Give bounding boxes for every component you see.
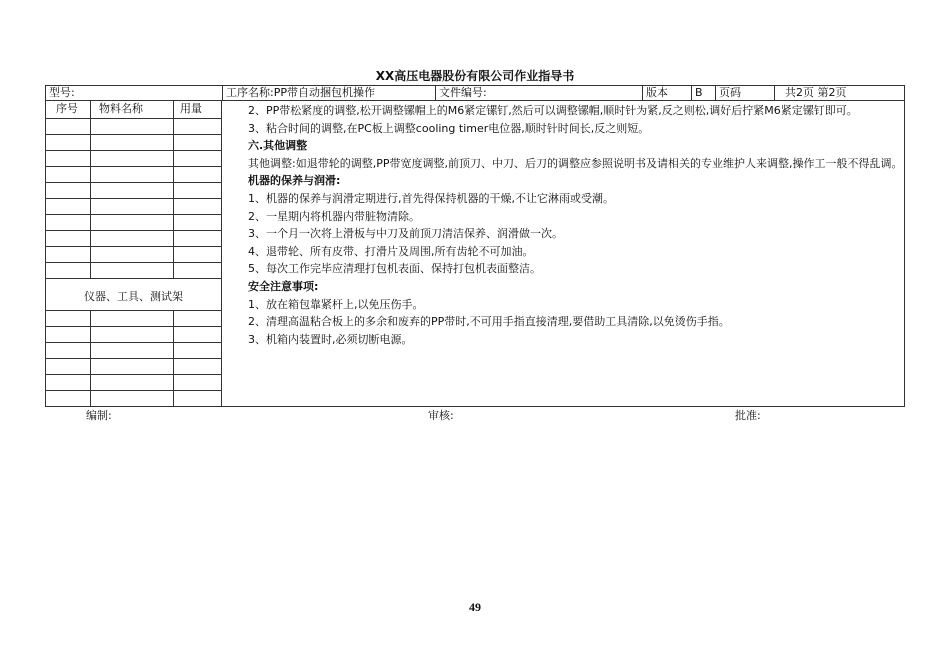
table-column-line <box>90 310 91 406</box>
process-name: 工序名称:PP带自动捆包机操作 <box>222 86 435 100</box>
instruction-paragraph: 1、机器的保养与润滑定期进行,首先得保持机器的干燥,不让它淋雨或受潮。 <box>248 191 614 205</box>
table-row-line <box>46 358 221 359</box>
instruction-paragraph: 3、机箱内装置时,必须切断电源。 <box>248 332 413 346</box>
page-count: 共2页 第2页 <box>774 86 905 100</box>
version-label: 版本 <box>642 86 691 100</box>
reviewed-by-label: 审核: <box>428 409 454 422</box>
table-row-line <box>46 182 221 183</box>
table-row-line <box>46 198 221 199</box>
instruction-paragraph: 3、一个月一次将上滑板与中刀及前顶刀清洁保养、润滑做一次。 <box>248 227 563 241</box>
file-number-label: 文件编号: <box>435 86 642 100</box>
table-row-line <box>46 118 221 119</box>
table-row-line <box>46 166 221 167</box>
table-row-line <box>46 246 221 247</box>
materials-table <box>46 100 222 406</box>
header-row <box>45 85 905 101</box>
version-value: B <box>691 86 715 100</box>
section-heading: 机器的保养与润滑: <box>248 174 341 188</box>
prepared-by-label: 编制: <box>86 409 112 422</box>
table-row-line <box>46 214 221 215</box>
instruction-paragraph: 4、退带轮、所有皮带、打滑片及周围,所有齿轮不可加油。 <box>248 244 534 258</box>
document-title: XX高压电器股份有限公司作业指导书 <box>375 69 575 83</box>
table-row-line <box>46 326 221 327</box>
table-column-line <box>90 100 91 278</box>
table-row-line <box>46 374 221 375</box>
table-row-line <box>46 278 221 279</box>
instruction-content <box>226 102 904 348</box>
main-table <box>45 100 905 407</box>
table-row-line <box>46 134 221 135</box>
page-label: 页码 <box>715 86 774 100</box>
table-row-line <box>46 230 221 231</box>
table-column-line <box>173 100 174 278</box>
instruction-paragraph: 2、清理高温粘合板上的多余和废弃的PP带时,不可用手指直接清理,要借助工具清除,以免烫伤手指。 <box>248 315 730 329</box>
table-row-line <box>46 262 221 263</box>
instruction-paragraph: 3、粘合时间的调整,在PC板上调整cooling timer电位器,顺时针时间长,反之则短。 <box>248 121 650 135</box>
model-label: 型号: <box>49 86 75 99</box>
instruction-paragraph: 5、每次工作完毕应清理打包机表面、保持打包机表面整洁。 <box>248 262 541 276</box>
table-row-line <box>46 310 221 311</box>
table-row-line <box>46 390 221 391</box>
page-number: 49 <box>469 600 481 614</box>
col-header-no: 序号 <box>56 102 78 115</box>
instruction-paragraph: 2、PP带松紧度的调整,松开调整镙帽上的M6紧定镙钉,然后可以调整镙帽,顺时针为紧,反之则松,调好后拧紧M6紧定镙钉即可。 <box>248 104 858 117</box>
col-header-qty: 用量 <box>180 102 202 115</box>
tools-label: 仪器、工具、测试架 <box>84 290 183 303</box>
section-heading: 安全注意事项: <box>248 279 319 293</box>
instruction-paragraph: 1、放在箱包靠紧杆上,以免压伤手。 <box>248 297 424 311</box>
instruction-paragraph: 2、一星期内将机器内带脏物清除。 <box>248 209 420 223</box>
approved-by-label: 批准: <box>735 409 761 422</box>
table-column-line <box>173 310 174 406</box>
col-header-material: 物料名称 <box>99 102 143 115</box>
section-heading: 六.其他调整 <box>248 139 308 153</box>
table-row-line <box>46 150 221 151</box>
instruction-paragraph: 其他调整:如退带轮的调整,PP带宽度调整,前顶刀、中刀、后刀的调整应参照说明书及请相关的专业维护人来调整,操作工一般不得乱调。 <box>248 156 903 170</box>
table-row-line <box>46 342 221 343</box>
